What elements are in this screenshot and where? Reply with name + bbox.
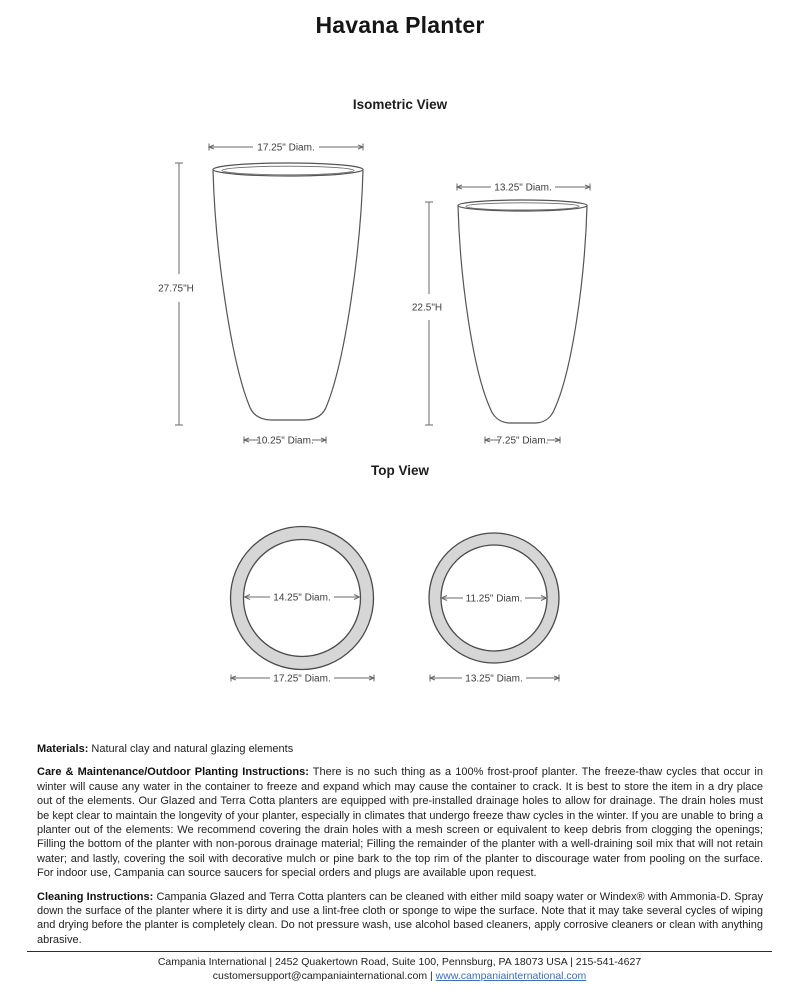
dimension-large-bottom-diameter [244,436,326,447]
dimension-label: 11.25" Diam. [465,593,523,605]
planter-small-drawing [458,200,587,423]
top-view-heading: Top View [370,463,429,478]
materials-text: Natural clay and natural glazing elements [91,743,294,755]
page-title: Havana Planter [315,12,485,38]
care-label: Care & Maintenance/Outdoor Planting Instructions: [37,766,309,779]
dimension-small-outer-diameter [430,674,559,685]
dimension-label: 17.25" Diam. [273,673,331,685]
footer-address-line: Campania International | 2452 Quakertown Road, Suite 100, Pennsburg, PA 18073 USA | 215-541-4627 [157,956,642,968]
planter-large-drawing [213,163,363,420]
cleaning-label: Cleaning Instructions: [37,890,154,903]
care-paragraph [37,765,763,880]
dimension-label: 7.25" Diam. [496,435,549,447]
footer-website-link[interactable]: www.campaniainternational.com [435,970,587,982]
dimension-large-height [158,163,194,425]
dimension-small-height [412,202,442,425]
dimension-large-outer-diameter [231,674,374,685]
dimension-label: 10.25" Diam. [256,435,314,447]
cleaning-text: Campania Glazed and Terra Cotta planters can be cleaned with either mild soapy water or Windex® with Ammonia-D. Spray down the surface of the planter where it is dirty and use a lint-free cloth or sponge to wipe the surface. Note that it may take several cycles of wiping and drying before the planter is completely clean. Do not pressure wash, use alcohol based cleaners, apply corrosive cleaners or clean with anything abrasive. [37,890,763,946]
dimension-small-bottom-diameter [485,436,560,447]
planter-large-body [213,170,363,421]
footer [27,951,772,983]
footer-separator: | [430,970,433,982]
cleaning-paragraph [37,890,763,948]
care-text: There is no such thing as a 100% frost-proof planter. The freeze-thaw cycles that occur in winter will cause any water in the container to freeze and expand which may cause the container to crack. It is best to store the item in a dry place out of the elements. Our Glazed and Terra Cotta planters are equipped with pre-installed drainage holes to allow for drainage. The drain holes must be kept clear to maintain the longevity of your planter, especially in climates that undergo freeze thaw cycles in the winter. If you are unable to bring a planter out of the elements: We recommend covering the drain holes with a mesh screen or equivalent to keep debris from clogging the openings; Filling the bottom of the planter with non-porous drainage material; Filling the remainder of the planter with a well-draining soil mix that will not retain water; and lastly, covering the soil with decorative mulch or pine bark to the top rim of the planter to discourage water from pooling on the surface. For indoor use, Campania can source saucers for special orders and plugs are available upon request. [37,766,763,880]
planter-small-rim-outer [458,200,587,211]
materials-label: Materials: [37,743,89,755]
materials-paragraph [37,742,763,756]
dimension-small-top-diameter [457,183,590,194]
isometric-view-drawing [0,130,800,460]
dimension-label: 13.25" Diam. [494,182,552,194]
footer-contact-line [27,969,772,983]
footer-email: customersupport@campaniainternational.com [212,970,428,982]
dimension-label: 14.25" Diam. [273,592,331,604]
dimension-label: 22.5"H [411,302,443,314]
dimension-label: 27.75"H [158,283,194,295]
instructions-section [37,742,763,956]
isometric-view-heading: Isometric View [352,97,448,112]
dimension-large-top-diameter [209,143,363,154]
dimension-label: 17.25" Diam. [257,142,315,154]
planter-small-body [458,206,587,424]
dimension-label: 13.25" Diam. [465,673,523,685]
planter-large-rim-outer [213,163,363,176]
top-view-drawing [0,505,800,695]
